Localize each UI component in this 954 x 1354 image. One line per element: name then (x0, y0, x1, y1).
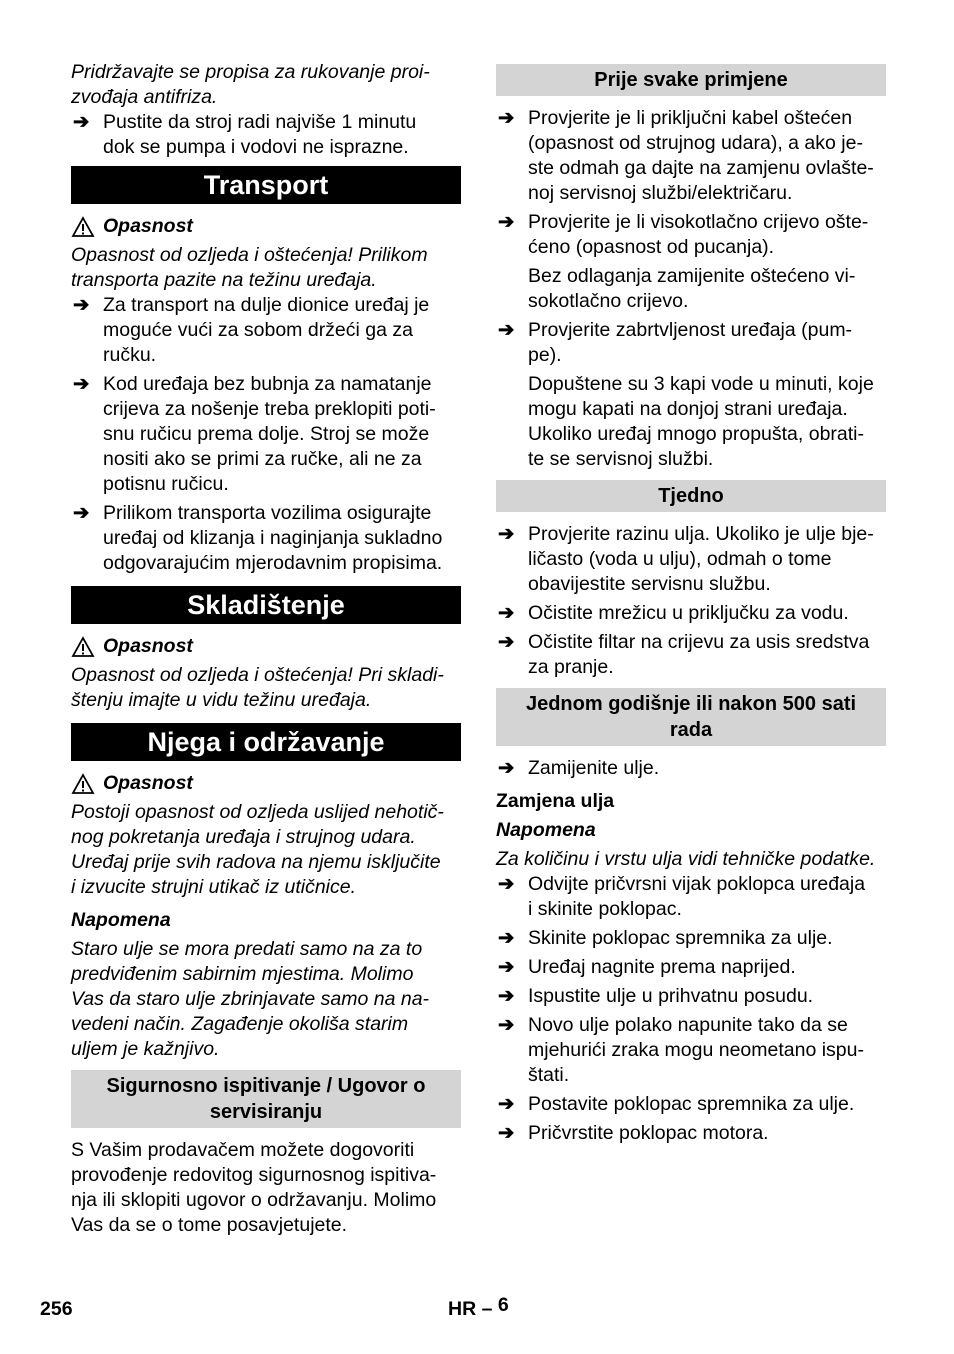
warning-text: Opasnost od ozljeda i oštećenja! Pri skladi- štenju imajte u vidu težinu uređaja. (71, 664, 444, 711)
list-item: ➔ Za transport na dulje dionice uređaj je moguće vući za sobom držeći ga za ručku. (73, 294, 430, 366)
section-heading-weekly: Tjedno (496, 480, 886, 512)
note-text: Za količinu i vrstu ulja vidi tehničke podatke. (496, 848, 876, 870)
list-item: ➔ Očistite filtar na crijevu za usis sredstva za pranje. (498, 631, 870, 678)
list-item: ➔ Prilikom transporta vozilima osigurajte uređaj od klizanja i naginjanja sukladno odgovarajućim mjerodavnim propisima. (73, 502, 443, 574)
right-column (496, 60, 886, 1146)
arrow-right-icon: ➔ (498, 1014, 515, 1036)
arrow-right-icon: ➔ (73, 502, 90, 524)
warning-triangle-icon (71, 773, 95, 795)
list-item: ➔ Skinite poklopac spremnika za ulje. (498, 927, 833, 949)
arrow-right-icon: ➔ (498, 319, 515, 341)
arrow-right-icon: ➔ (498, 602, 515, 624)
arrow-right-icon: ➔ (498, 631, 515, 653)
list-item: ➔ Zamijenite ulje. (498, 757, 660, 779)
arrow-right-icon: ➔ (498, 1122, 515, 1144)
section-heading-transport: Transport (71, 166, 461, 204)
warning-triangle-icon (71, 636, 95, 658)
list-item: ➔ Provjerite je li visokotlačno crijevo ošte- ćeno (opasnost od pucanja). (498, 211, 869, 258)
footer-section-label: HR – 6 (448, 1294, 509, 1320)
list-item: ➔ Kod uređaja bez bubnja za namatanje crijeva za nošenje treba preklopiti poti- snu ručicu prema dolje. Stroj se može nositi ako se primi za ručke, ali ne za potisnu ručicu. (73, 373, 436, 495)
list-item: ➔ Provjerite je li priključni kabel oštećen (opasnost od strujnog udara), a ako je- ste odmah ga dajte na zamjenu ovlašte- noj servisnoj službi/električaru. (498, 107, 874, 204)
section-heading-care: Njega i održavanje (71, 723, 461, 761)
arrow-right-icon: ➔ (498, 927, 515, 949)
note-text: Staro ulje se mora predati samo na za to predviđenim sabirnim mjestima. Molimo Vas da staro ulje zbrinjavate samo na na- vedeni način. Zagađenje okoliša starim uljem je kažnjivo. (71, 938, 430, 1060)
list-item: ➔ Uređaj nagnite prema naprijed. (498, 956, 796, 978)
arrow-right-icon: ➔ (498, 107, 515, 129)
section-heading-yearly: Jednom godišnje ili nakon 500 sati rada (496, 688, 886, 746)
list-item: ➔ Pričvrstite poklopac motora. (498, 1122, 769, 1144)
list-item: ➔ Očistite mrežicu u priključku za vodu. (498, 602, 849, 624)
section-heading-before-use: Prije svake primjene (496, 64, 886, 96)
list-item: ➔ Ispustite ulje u prihvatnu posudu. (498, 985, 814, 1007)
arrow-right-icon: ➔ (498, 523, 515, 545)
safety-text: S Vašim prodavačem možete dogovoriti provođenje redovitog sigurnosnog ispitiva- nja ili sklopiti ugovor o održavanju. Molimo Vas da se o tome posavjetujete. (71, 1139, 437, 1236)
arrow-right-icon: ➔ (498, 873, 515, 895)
warning-text: Postoji opasnost od ozljeda uslijed nehotič- nog pokretanja uređaja i strujnog udara. Uređaj prije svih radova na njemu isključite i izvucite strujni utikač iz utičnice. (71, 801, 444, 898)
section-heading-safety-inspection: Sigurnosno ispitivanje / Ugovor o servisiranju (71, 1070, 461, 1128)
arrow-right-icon: ➔ (498, 985, 515, 1007)
list-item-detail: Bez odlaganja zamijenite oštećeno vi- sokotlačno crijevo. (528, 265, 856, 312)
intro-note: Pridržavajte se propisa za rukovanje proi- zvođaja antifriza. (71, 61, 430, 108)
list-item-detail: Dopuštene su 3 kapi vode u minuti, koje mogu kapati na donjoj strani uređaja. Ukoliko uređaj mnogo propušta, obrati- te se servisnoj službi. (528, 373, 874, 470)
list-item: ➔ Odvijte pričvrsni vijak poklopca uređaja i skinite poklopac. (498, 873, 866, 920)
list-item: ➔ Pustite da stroj radi najviše 1 minutu dok se pumpa i vodovi ne isprazne. (73, 111, 417, 158)
list-item: ➔ Novo ulje polako napunite tako da se mjehurići zraka mogu neometano ispu- štati. (498, 1014, 864, 1086)
arrow-right-icon: ➔ (498, 211, 515, 233)
list-item: ➔ Postavite poklopac spremnika za ulje. (498, 1093, 855, 1115)
warning-label: Opasnost (71, 634, 461, 659)
list-item: ➔ Provjerite zabrtvljenost uređaja (pum- pe). (498, 319, 853, 366)
arrow-right-icon: ➔ (498, 956, 515, 978)
arrow-right-icon: ➔ (73, 373, 90, 395)
note-label: Napomena (496, 819, 596, 841)
arrow-right-icon: ➔ (498, 1093, 515, 1115)
page-number: 256 (40, 1298, 73, 1320)
warning-text: Opasnost od ozljeda i oštećenja! Prilikom transporta pazite na težinu uređaja. (71, 244, 428, 291)
section-heading-storage: Skladištenje (71, 586, 461, 624)
arrow-right-icon: ➔ (73, 111, 90, 133)
warning-label: Opasnost (71, 214, 461, 239)
arrow-right-icon: ➔ (73, 294, 90, 316)
arrow-right-icon: ➔ (498, 757, 515, 779)
subheading-oil-change: Zamjena ulja (496, 790, 615, 812)
left-column (71, 60, 461, 1238)
warning-label: Opasnost (71, 771, 461, 796)
note-label: Napomena (71, 909, 171, 931)
warning-triangle-icon (71, 216, 95, 238)
list-item: ➔ Provjerite razinu ulja. Ukoliko je ulje bje- ličasto (voda u ulju), odmah o tome obavijestite servisnu službu. (498, 523, 874, 595)
